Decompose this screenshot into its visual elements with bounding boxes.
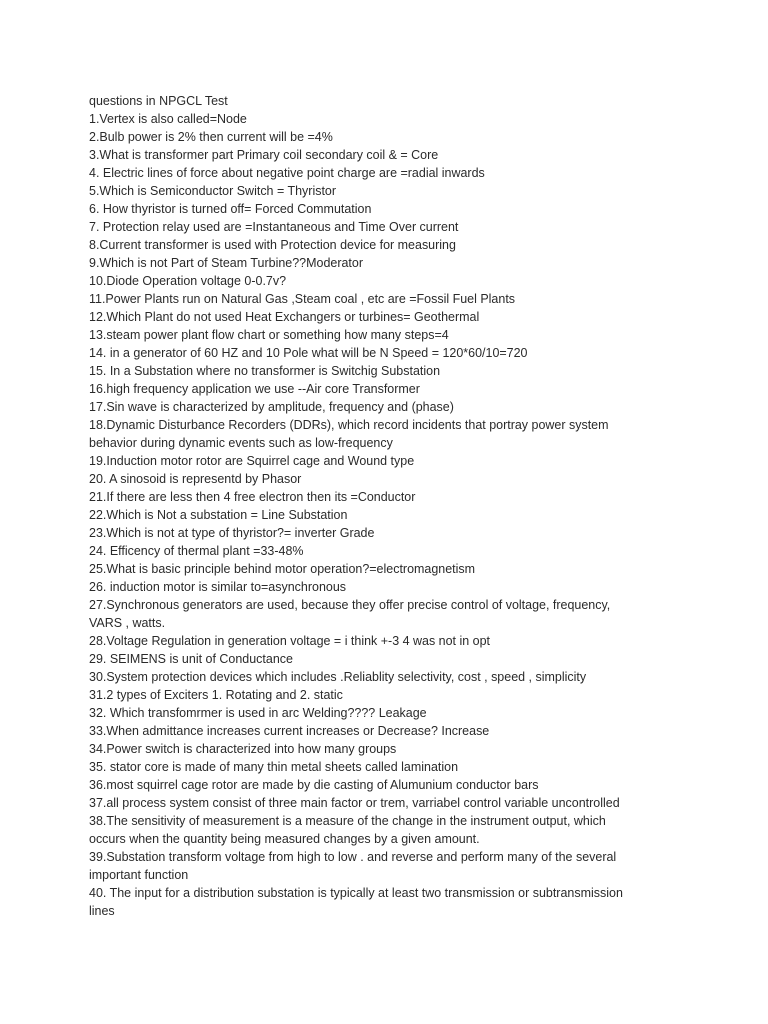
question-line-17: 17.Sin wave is characterized by amplitude, frequency and (phase) <box>89 399 454 414</box>
question-line-21: 21.If there are less then 4 free electron then its =Conductor <box>89 489 416 504</box>
question-line-23: 23.Which is not at type of thyristor?= inverter Grade <box>89 525 375 540</box>
document-body <box>89 92 646 920</box>
question-line-1: 1.Vertex is also called=Node <box>89 111 247 126</box>
question-line-13: 13.steam power plant flow chart or something how many steps=4 <box>89 327 449 342</box>
question-line-24: 24. Efficency of thermal plant =33-48% <box>89 543 304 558</box>
question-line-27: 27.Synchronous generators are used, because they offer precise control of voltage, frequency, VARS , watts. <box>89 597 611 630</box>
question-line-11: 11.Power Plants run on Natural Gas ,Steam coal , etc are =Fossil Fuel Plants <box>89 291 516 306</box>
question-line-33: 33.When admittance increases current increases or Decrease? Increase <box>89 723 490 738</box>
question-line-37: 37.all process system consist of three main factor or trem, varriabel control variable uncontrolled <box>89 795 620 810</box>
question-line-31: 31.2 types of Exciters 1. Rotating and 2. static <box>89 687 343 702</box>
question-line-3: 3.What is transformer part Primary coil secondary coil & = Core <box>89 147 439 162</box>
question-line-38: 38.The sensitivity of measurement is a measure of the change in the instrument output, which occurs when the quantity being measured changes by a given amount. <box>89 813 606 846</box>
question-line-34: 34.Power switch is characterized into how many groups <box>89 741 397 756</box>
question-line-36: 36.most squirrel cage rotor are made by die casting of Alumunium conductor bars <box>89 777 539 792</box>
question-line-14: 14. in a generator of 60 HZ and 10 Pole what will be N Speed = 120*60/10=720 <box>89 345 528 360</box>
question-line-25: 25.What is basic principle behind motor operation?=electromagnetism <box>89 561 476 576</box>
question-line-9: 9.Which is not Part of Steam Turbine??Moderator <box>89 255 364 270</box>
question-line-4: 4. Electric lines of force about negative point charge are =radial inwards <box>89 165 485 180</box>
question-line-19: 19.Induction motor rotor are Squirrel cage and Wound type <box>89 453 415 468</box>
question-line-32: 32. Which transfomrmer is used in arc Welding???? Leakage <box>89 705 427 720</box>
question-line-10: 10.Diode Operation voltage 0-0.7v? <box>89 273 287 288</box>
question-line-15: 15. In a Substation where no transformer is Switchig Substation <box>89 363 441 378</box>
question-line-5: 5.Which is Semiconductor Switch = Thyristor <box>89 183 337 198</box>
question-line-26: 26. induction motor is similar to=asynchronous <box>89 579 347 594</box>
question-line-20: 20. A sinosoid is representd by Phasor <box>89 471 302 486</box>
question-line-35: 35. stator core is made of many thin metal sheets called lamination <box>89 759 459 774</box>
question-line-29: 29. SEIMENS is unit of Conductance <box>89 651 293 666</box>
question-line-6: 6. How thyristor is turned off= Forced Commutation <box>89 201 372 216</box>
question-line-2: 2.Bulb power is 2% then current will be =4% <box>89 129 333 144</box>
question-line-16: 16.high frequency application we use --Air core Transformer <box>89 381 420 396</box>
question-line-40: 40. The input for a distribution substation is typically at least two transmission or subtransmission lines <box>89 885 623 918</box>
question-line-8: 8.Current transformer is used with Protection device for measuring <box>89 237 456 252</box>
question-line-30: 30.System protection devices which includes .Reliablity selectivity, cost , speed , simplicity <box>89 669 587 684</box>
question-line-28: 28.Voltage Regulation in generation voltage = i think +-3 4 was not in opt <box>89 633 491 648</box>
document-title: questions in NPGCL Test <box>89 93 228 108</box>
question-line-18: 18.Dynamic Disturbance Recorders (DDRs), which record incidents that portray power system behavior during dynamic events such as low-frequency <box>89 417 609 450</box>
question-line-12: 12.Which Plant do not used Heat Exchangers or turbines= Geothermal <box>89 309 480 324</box>
question-line-7: 7. Protection relay used are =Instantaneous and Time Over current <box>89 219 459 234</box>
question-line-39: 39.Substation transform voltage from high to low . and reverse and perform many of the several important function <box>89 849 617 882</box>
question-line-22: 22.Which is Not a substation = Line Substation <box>89 507 348 522</box>
